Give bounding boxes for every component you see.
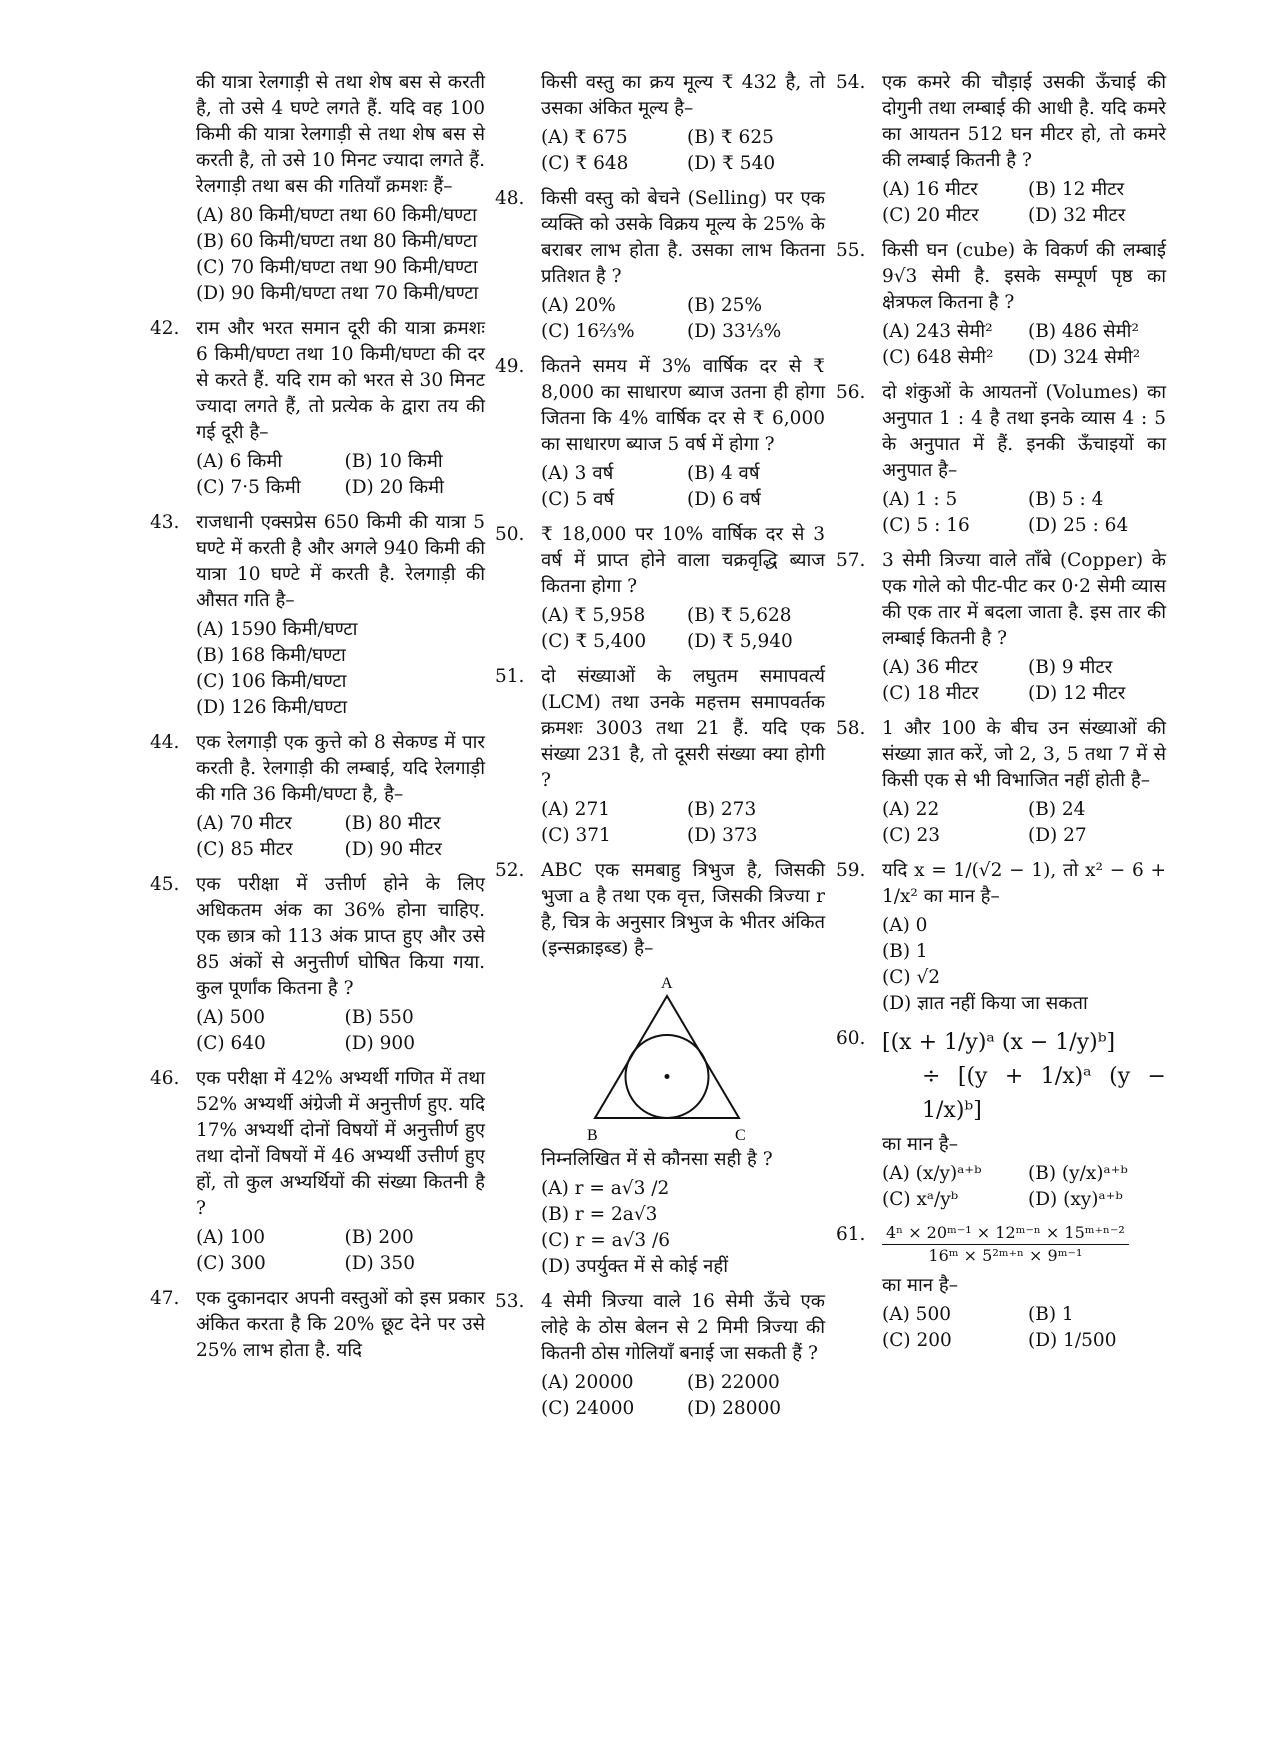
option-b: (B) ₹ 625 xyxy=(687,127,774,148)
option-b: (B) 273 xyxy=(687,799,757,820)
question-57 xyxy=(836,548,1166,707)
option-c: (C) 371 xyxy=(541,825,611,846)
option-c: (C) 70 किमी/घण्टा तथा 90 किमी/घण्टा xyxy=(196,257,478,278)
option-d: (D) उपर्युक्त में से कोई नहीं xyxy=(541,1256,729,1277)
option-b: (B) 9 मीटर xyxy=(1028,657,1113,678)
question-45 xyxy=(150,872,485,1057)
option-c: (C) 200 xyxy=(882,1330,952,1351)
expression-line-2: ÷ [(y + 1/x)ᵃ (y − 1/x)ᵇ] xyxy=(922,1064,1166,1123)
question-number: 58. xyxy=(836,718,866,739)
option-c: (C) 24000 xyxy=(541,1398,635,1419)
option-a: (A) 22 xyxy=(882,799,940,820)
question-stem: एक परीक्षा में उत्तीर्ण होने के लिए अधिकतम अंक का 36% होना चाहिए. एक छात्र को 113 अंक प्राप्त हुए और उसे 85 अंकों से अनुत्तीर्ण घोषित किया गया. कुल पूर्णांक कितना है ? xyxy=(196,874,485,999)
option-b: (B) ₹ 5,628 xyxy=(687,605,792,626)
options xyxy=(882,319,1166,371)
question-60 xyxy=(836,1026,1166,1213)
option-d: (D) 20 किमी xyxy=(344,477,444,498)
option-b: (B) (y/x)ᵃ⁺ᵇ xyxy=(1028,1163,1128,1184)
option-c: (C) 106 किमी/घण्टा xyxy=(196,671,347,692)
option-c: (C) 16⅔% xyxy=(541,321,635,342)
options xyxy=(882,797,1166,849)
question-stem: 1 और 100 के बीच उन संख्याओं की संख्या ज्ञात करें, जो 2, 3, 5 तथा 7 में से किसी एक से भी विभाजित नहीं होती है– xyxy=(882,718,1166,791)
question-stem: राम और भरत समान दूरी की यात्रा क्रमशः 6 किमी/घण्टा तथा 10 किमी/घण्टा की दर से करते हैं. यदि राम को भरत से 30 मिनट ज्यादा लगते हैं, तो प्रत्येक के द्वारा तय की गई दूरी है– xyxy=(196,318,485,443)
option-a: (A) 500 xyxy=(882,1304,951,1325)
question-43 xyxy=(150,510,485,721)
option-c: (C) 648 सेमी² xyxy=(882,347,994,368)
option-d: (D) 126 किमी/घण्टा xyxy=(196,697,348,718)
question-number: 43. xyxy=(150,512,180,533)
option-d: (D) 33⅓% xyxy=(687,321,782,342)
option-c: (C) 5 : 16 xyxy=(882,515,970,536)
option-a: (A) ₹ 5,958 xyxy=(541,605,646,626)
options xyxy=(882,177,1166,229)
options xyxy=(541,1370,825,1422)
question-stem: किसी घन (cube) के विकर्ण की लम्बाई 9√3 सेमी है. इसके सम्पूर्ण पृष्ठ का क्षेत्रफल कितना है ? xyxy=(882,240,1166,313)
question-stem: किसी वस्तु का क्रय मूल्य ₹ 432 है, तो उसका अंकित मूल्य है– xyxy=(541,72,825,119)
option-d: (D) 373 xyxy=(687,825,758,846)
option-a: (A) 70 मीटर xyxy=(196,813,292,834)
option-d: (D) 27 xyxy=(1028,825,1087,846)
question-number: 59. xyxy=(836,860,866,881)
question-stem: यदि x = 1/(√2 − 1), तो x² − 6 + 1/x² का मान है– xyxy=(882,860,1166,907)
options xyxy=(541,797,825,849)
question-number: 42. xyxy=(150,318,180,339)
option-a: (A) 20000 xyxy=(541,1372,634,1393)
option-b: (B) 1 xyxy=(882,941,928,962)
question-number: 57. xyxy=(836,550,866,571)
options xyxy=(882,913,1166,1017)
question-stem: दो संख्याओं के लघुतम समापवर्त्य (LCM) तथा उनके महत्तम समापवर्तक क्रमशः 3003 तथा 21 हैं. यदि एक संख्या 231 है, तो दूसरी संख्या क्या होगी ? xyxy=(541,666,825,791)
column-3 xyxy=(836,70,1166,1363)
option-d: (D) (xy)ᵃ⁺ᵇ xyxy=(1028,1189,1123,1210)
option-d: (D) 32 मीटर xyxy=(1028,205,1126,226)
question-stem: एक कमरे की चौड़ाई उसकी ऊँचाई की दोगुनी तथा लम्बाई की आधी है. यदि कमरे का आयतन 512 घन मीटर हो, तो कमरे की लम्बाई कितनी है ? xyxy=(882,72,1166,171)
option-a: (A) 1590 किमी/घण्टा xyxy=(196,619,358,640)
option-d: (D) 1/500 xyxy=(1028,1330,1117,1351)
question-number: 48. xyxy=(495,188,525,209)
question-53 xyxy=(495,1289,825,1422)
question-number: 50. xyxy=(495,524,525,545)
option-a: (A) 500 xyxy=(196,1007,265,1028)
option-b: (B) 22000 xyxy=(687,1372,780,1393)
option-b: (B) 10 किमी xyxy=(344,451,443,472)
option-b: (B) 168 किमी/घण्टा xyxy=(196,645,346,666)
option-b: (B) 5 : 4 xyxy=(1028,489,1104,510)
option-a: (A) 3 वर्ष xyxy=(541,463,614,484)
question-59 xyxy=(836,858,1166,1017)
option-d: (D) 12 मीटर xyxy=(1028,683,1126,704)
question-number: 53. xyxy=(495,1291,525,1312)
option-c: (C) 23 xyxy=(882,825,941,846)
option-b: (B) 4 वर्ष xyxy=(687,463,760,484)
question-prompt: का मान है– xyxy=(882,1275,958,1296)
options xyxy=(196,1225,485,1277)
option-b: (B) 25% xyxy=(687,295,763,316)
question-58 xyxy=(836,716,1166,849)
question-number: 46. xyxy=(150,1068,180,1089)
options xyxy=(882,487,1166,539)
option-a: (A) 0 xyxy=(882,915,928,936)
option-a: (A) 243 सेमी² xyxy=(882,321,993,342)
question-number: 56. xyxy=(836,382,866,403)
option-a: (A) 6 किमी xyxy=(196,451,283,472)
option-d: (D) ज्ञात नहीं किया जा सकता xyxy=(882,993,1088,1014)
question-49 xyxy=(495,354,825,513)
question-42 xyxy=(150,316,485,501)
option-c: (C) √2 xyxy=(882,967,941,988)
question-number: 52. xyxy=(495,860,525,881)
option-d: (D) 324 सेमी² xyxy=(1028,347,1141,368)
options xyxy=(541,603,825,655)
question-stem: ₹ 18,000 पर 10% वार्षिक दर से 3 वर्ष में प्राप्त होने वाला चक्रवृद्धि ब्याज कितना होगा ? xyxy=(541,524,825,597)
option-d: (D) 90 किमी/घण्टा तथा 70 किमी/घण्टा xyxy=(196,283,479,304)
question-56 xyxy=(836,380,1166,539)
option-a: (A) r = a√3 /2 xyxy=(541,1178,670,1199)
question-number: 60. xyxy=(836,1028,866,1049)
option-a: (A) 20% xyxy=(541,295,616,316)
options xyxy=(541,461,825,513)
question-stem: कितने समय में 3% वार्षिक दर से ₹ 8,000 का साधारण ब्याज उतना ही होगा जितना कि 4% वार्षिक दर से ₹ 6,000 का साधारण ब्याज 5 वर्ष में होगा ? xyxy=(541,356,825,455)
question-stem: 3 सेमी त्रिज्या वाले ताँबे (Copper) के एक गोले को पीट-पीट कर 0·2 सेमी व्यास की एक तार में बदला जाता है. इस तार की लम्बाई कितनी है ? xyxy=(882,550,1166,649)
option-d: (D) 25 : 64 xyxy=(1028,515,1129,536)
question-stem: एक रेलगाड़ी एक कुत्ते को 8 सेकण्ड में पार करती है. रेलगाड़ी की लम्बाई, यदि रेलगाड़ी की गति 36 किमी/घण्टा है, है– xyxy=(196,732,485,805)
question-number: 49. xyxy=(495,356,525,377)
option-b: (B) r = 2a√3 xyxy=(541,1204,658,1225)
option-b: (B) 24 xyxy=(1028,799,1086,820)
option-c: (C) ₹ 648 xyxy=(541,153,629,174)
option-c: (C) 5 वर्ष xyxy=(541,489,615,510)
option-b: (B) 12 मीटर xyxy=(1028,179,1125,200)
options xyxy=(882,655,1166,707)
option-a: (A) 271 xyxy=(541,799,610,820)
option-a: (A) (x/y)ᵃ⁺ᵇ xyxy=(882,1163,982,1184)
question-number: 47. xyxy=(150,1288,180,1309)
question-stem: एक दुकानदार अपनी वस्तुओं को इस प्रकार अंकित करता है कि 20% छूट देने पर उसे 25% लाभ होता है. यदि xyxy=(196,1288,485,1361)
question-48 xyxy=(495,186,825,345)
option-d: (D) 28000 xyxy=(687,1398,781,1419)
option-c: (C) 640 xyxy=(196,1033,266,1054)
option-a: (A) 36 मीटर xyxy=(882,657,978,678)
inscribed-circle-triangle-figure xyxy=(567,968,767,1143)
option-b: (B) 80 मीटर xyxy=(344,813,441,834)
expression-line-1: [(x + 1/y)ᵃ (x − 1/y)ᵇ] xyxy=(882,1030,1116,1055)
options xyxy=(196,1005,485,1057)
option-c: (C) r = a√3 /6 xyxy=(541,1230,671,1251)
option-b: (B) 550 xyxy=(344,1007,414,1028)
options xyxy=(882,1161,1166,1213)
option-d: (D) 350 xyxy=(344,1253,415,1274)
option-c: (C) 300 xyxy=(196,1253,266,1274)
question-41-continued xyxy=(150,70,485,307)
question-51 xyxy=(495,664,825,849)
options xyxy=(541,293,825,345)
option-d: (D) ₹ 540 xyxy=(687,153,776,174)
option-b: (B) 200 xyxy=(344,1227,414,1248)
option-d: (D) 900 xyxy=(344,1033,415,1054)
option-c: (C) xᵃ/yᵇ xyxy=(882,1189,959,1210)
option-c: (C) ₹ 5,400 xyxy=(541,631,647,652)
numerator: 4ⁿ × 20ᵐ⁻¹ × 12ᵐ⁻ⁿ × 15ᵐ⁺ⁿ⁻² xyxy=(882,1222,1129,1245)
question-61 xyxy=(836,1222,1166,1354)
question-number: 45. xyxy=(150,874,180,895)
options xyxy=(541,1176,825,1280)
vertex-label-c: C xyxy=(735,1127,746,1143)
option-a: (A) 80 किमी/घण्टा तथा 60 किमी/घण्टा xyxy=(196,205,477,226)
question-stem: दो शंकुओं के आयतनों (Volumes) का अनुपात 1 : 4 है तथा इनके व्यास 4 : 5 के अनुपात में हैं. इनकी ऊँचाइयों का अनुपात है– xyxy=(882,382,1166,481)
column-2 xyxy=(495,70,825,1431)
option-b: (B) 486 सेमी² xyxy=(1028,321,1139,342)
question-number: 51. xyxy=(495,666,525,687)
options xyxy=(196,203,485,307)
options xyxy=(196,617,485,721)
fraction-expression xyxy=(882,1222,1129,1267)
option-d: (D) 90 मीटर xyxy=(344,839,442,860)
question-46 xyxy=(150,1066,485,1277)
options xyxy=(196,811,485,863)
question-44 xyxy=(150,730,485,863)
question-number: 61. xyxy=(836,1224,866,1245)
triangle-abc xyxy=(595,996,739,1118)
options xyxy=(196,449,485,501)
option-a: (A) 100 xyxy=(196,1227,265,1248)
option-a: (A) 1 : 5 xyxy=(882,489,958,510)
option-a: (A) 16 मीटर xyxy=(882,179,978,200)
option-d: (D) 6 वर्ष xyxy=(687,489,761,510)
options xyxy=(541,125,825,177)
vertex-label-b: B xyxy=(587,1127,598,1143)
question-number: 44. xyxy=(150,732,180,753)
question-47 xyxy=(150,1286,485,1364)
denominator: 16ᵐ × 5²ᵐ⁺ⁿ × 9ᵐ⁻¹ xyxy=(928,1246,1083,1265)
question-number: 54. xyxy=(836,72,866,93)
question-54 xyxy=(836,70,1166,229)
option-c: (C) 7·5 किमी xyxy=(196,477,301,498)
question-stem: की यात्रा रेलगाड़ी से तथा शेष बस से करती है, तो उसे 4 घण्टे लगते हैं. यदि वह 100 किमी की यात्रा रेलगाड़ी से तथा शेष बस से करती है, तो उसे 10 मिनट ज्यादा लगते हैं. रेलगाड़ी तथा बस की गतियाँ क्रमशः हैं– xyxy=(196,72,485,197)
question-stem: किसी वस्तु को बेचने (Selling) पर एक व्यक्ति को उसके विक्रय मूल्य के 25% के बराबर लाभ होता है. उसका लाभ कितना प्रतिशत है ? xyxy=(541,188,825,287)
question-number: 55. xyxy=(836,240,866,261)
question-stem: 4 सेमी त्रिज्या वाले 16 सेमी ऊँचे एक लोहे के ठोस बेलन से 2 मिमी त्रिज्या की कितनी ठोस गोलियाँ बनाई जा सकती हैं ? xyxy=(541,1291,825,1364)
option-c: (C) 18 मीटर xyxy=(882,683,979,704)
question-prompt: निम्नलिखित में से कौनसा सही है ? xyxy=(541,1149,773,1170)
option-b: (B) 1 xyxy=(1028,1304,1074,1325)
option-c: (C) 20 मीटर xyxy=(882,205,979,226)
question-stem: ABC एक समबाहु त्रिभुज है, जिसकी भुजा a है तथा एक वृत्त, जिसकी त्रिज्या r है, चित्र के अनुसार त्रिभुज के भीतर अंकित (इन्सक्राइब्ड) है– xyxy=(541,860,825,959)
question-prompt: का मान है– xyxy=(882,1134,958,1155)
option-d: (D) ₹ 5,940 xyxy=(687,631,793,652)
incircle-center xyxy=(665,1074,670,1079)
question-47-continued xyxy=(495,70,825,177)
question-stem: राजधानी एक्सप्रेस 650 किमी की यात्रा 5 घण्टे में करती है और अगले 940 किमी की यात्रा 10 घण्टे में करती है. रेलगाड़ी की औसत गति है– xyxy=(196,512,485,611)
vertex-label-a: A xyxy=(661,975,673,992)
column-1 xyxy=(150,70,485,1373)
option-b: (B) 60 किमी/घण्टा तथा 80 किमी/घण्टा xyxy=(196,231,478,252)
options xyxy=(882,1302,1166,1354)
option-c: (C) 85 मीटर xyxy=(196,839,293,860)
question-55 xyxy=(836,238,1166,371)
question-52 xyxy=(495,858,825,1280)
question-50 xyxy=(495,522,825,655)
option-a: (A) ₹ 675 xyxy=(541,127,628,148)
question-stem: एक परीक्षा में 42% अभ्यर्थी गणित में तथा 52% अभ्यर्थी अंग्रेजी में अनुत्तीर्ण हुए. यदि 17% अभ्यर्थी दोनों विषयों में अनुत्तीर्ण हुए तथा दोनों विषयों में 46 अभ्यर्थी उत्तीर्ण हुए हों, तो कुल अभ्यर्थियों की संख्या कितनी है ? xyxy=(196,1068,485,1219)
